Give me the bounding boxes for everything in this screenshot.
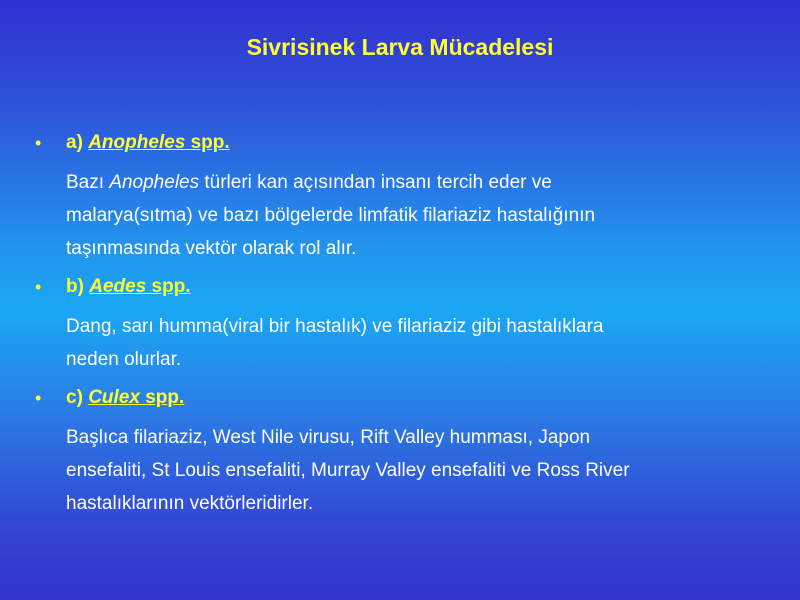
desc-line: ensefaliti, St Louis ensefaliti, Murray Valley ensefaliti ve Ross River [66,460,630,481]
bullet-marker: • [35,388,42,408]
desc-italic-text: Anopheles [109,172,200,193]
item-description-anopheles [66,166,766,265]
genus-italic: Aedes [89,276,147,297]
desc-text: türleri kan açısından insanı tercih eder ve [199,172,552,193]
slide-title: Sivrisinek Larva Mücadelesi [246,34,554,60]
item-description-aedes [66,310,766,376]
genus-name [88,387,184,408]
item-description-culex [66,421,766,520]
desc-line: taşınmasında vektör olarak rol alır. [66,238,357,259]
item-prefix: b) [66,276,84,297]
desc-line: Başlıca filariaziz, West Nile virusu, Rift Valley humması, Japon [66,427,591,448]
genus-italic: Culex [88,387,140,408]
bullet-marker: • [35,133,42,153]
desc-line: hastalıklarının vektörleridirler. [66,493,314,514]
desc-line [66,166,766,199]
desc-line: Dang, sarı humma(viral bir hastalık) ve filariaziz gibi hastalıklara [66,316,604,337]
item-heading-aedes [66,276,191,298]
desc-text: Bazı [66,172,110,193]
genus-suffix: spp. [151,276,191,297]
genus-italic: Anopheles [88,132,186,153]
desc-line: neden olurlar. [66,349,182,370]
genus-suffix: spp. [145,387,185,408]
desc-line: malarya(sıtma) ve bazı bölgelerde limfatik filariaziz hastalığının [66,205,596,226]
item-heading-anopheles [66,132,230,154]
genus-name [89,276,190,297]
bullet-marker: • [35,277,42,297]
item-prefix: a) [66,132,83,153]
genus-name [88,132,229,153]
genus-suffix: spp. [190,132,230,153]
item-heading-culex [66,387,184,409]
item-prefix: c) [66,387,83,408]
